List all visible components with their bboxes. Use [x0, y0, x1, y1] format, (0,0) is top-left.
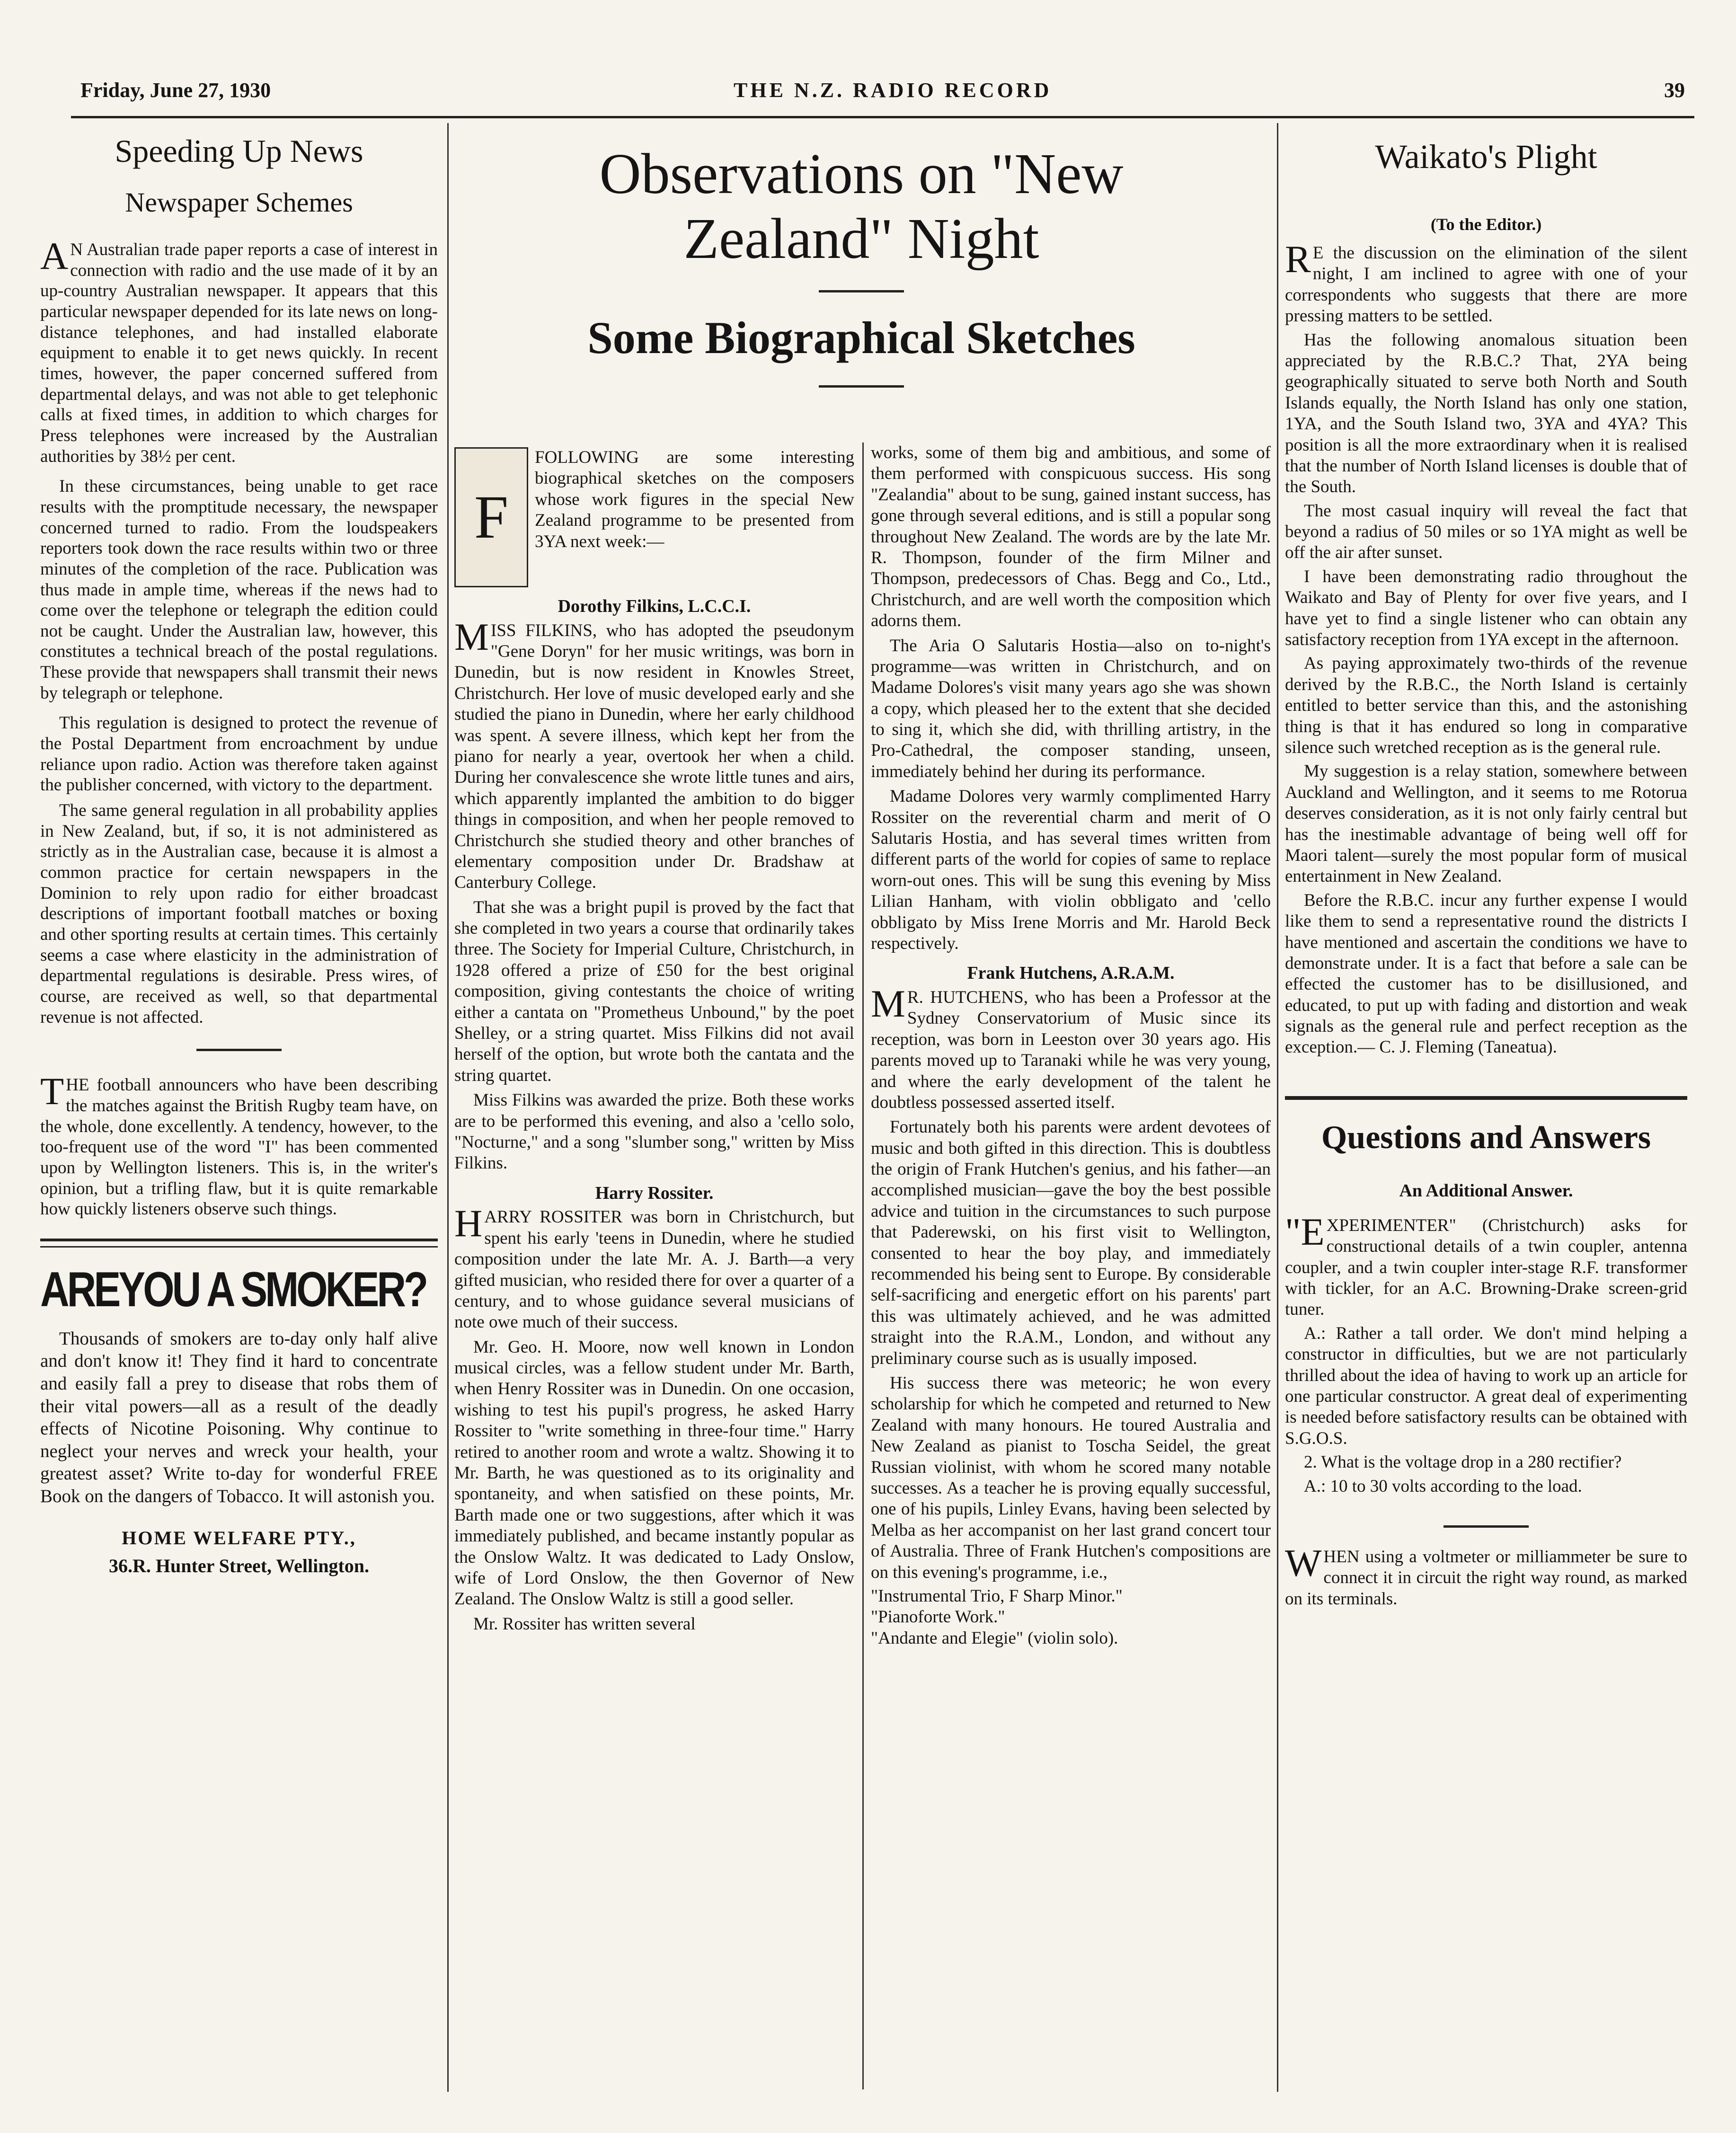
article-title: Speeding Up News	[115, 133, 363, 169]
letter-paragraph: Has the following anomalous situation been appreciated by the R.B.C.? That, 2YA being geographically situated to serve both North and South Islands equally, the North Island has only one station, 1YA, and the South Island two, 3YA and 4YA? This position is all the more extraordinary when it is realised that the number of North Island licenses is double that of the South.	[1285, 330, 1687, 497]
article-paragraph: That she was a bright pupil is proved by the fact that she completed in two years a course that ordinarily takes three. The Society for Imperial Culture, Christchurch, in 1928 offered a prize of £50 for the best original composition, giving contestants the choice of writing either a cantata on "Prometheus Unbound," by the poet Shelley, or a string quartet. Miss Filkins did not avail herself of the option, but wrote both the cantata and the string quartet.	[454, 897, 854, 1085]
article-paragraph: Madame Dolores very warmly complimented Harry Rossiter on the reverential charm and merit of O Salutaris Hostia, and has several times written from different parts of the world for copies of same to replace worn-out ones. This will be sung this evening by Miss Lilian Hanham, with violin obbligato and 'cello obbligato by Miss Irene Morris and Mr. Harold Beck respectively.	[871, 787, 1271, 953]
letter-paragraph: The most casual inquiry will reveal the fact that beyond a radius of 50 miles or so 1YA might as well be off the air after sunset.	[1285, 501, 1687, 563]
works-list	[871, 1586, 1271, 1649]
football-paragraph: THE football announcers who have been describing the matches against the British Rugby team have, on the whole, done excellently. A tendency, however, to the too-frequent use of the word "I" has been commented upon by Wellington listeners. This is, in the writer's opinion, but a trifling flaw, but it is quite remarkable how quickly listeners observe such things.	[40, 1070, 438, 1219]
center-column-1	[454, 447, 854, 1635]
article-paragraph: AN Australian trade paper reports a case of interest in connection with radio and the use made of it by an up-country Australian newspaper. It appears that this particular newspaper depended for its late news on long-distance telephones, and had installed elaborate equipment to enable it to get news quickly. In recent times, however, the paper concerned suffered from departmental delays, and was not able to get telephonic calls at fixed times, in addition to which charges for Press telephones were increased by the Australian authorities by 38½ per cent.	[40, 234, 438, 466]
ad-address: 36.R. Hunter Street, Wellington.	[109, 1555, 369, 1576]
left-column	[40, 133, 438, 1577]
column-divider	[1277, 123, 1278, 2092]
center-heading	[454, 142, 1268, 388]
main-subtitle: Some Biographical Sketches	[587, 312, 1135, 363]
section-divider	[1444, 1525, 1529, 1528]
to-the-editor: (To the Editor.)	[1430, 215, 1542, 234]
tip-paragraph: WHEN using a voltmeter or milliammeter be sure to connect it in circuit the right way round, as marked on its terminals.	[1285, 1541, 1687, 1609]
title-divider	[819, 290, 904, 292]
main-title-line: Observations on "New	[599, 142, 1124, 206]
article-paragraph: works, some of them big and ambitious, and some of them performed with conspicuous success. His song "Zealandia" about to be sung, gained instant success, has gone through several editions, and is still a popular song throughout New Zealand. The words are by the late Mr. R. Thompson, founder of the firm Milner and Thompson, predecessors of Chas. Begg and Co., Ltd., Christchurch, and are well worth the composition which adorns them.	[871, 443, 1271, 631]
section-divider	[196, 1049, 282, 1051]
qa-paragraph: A.: Rather a tall order. We don't mind helping a constructor in difficulties, but we are not particularly thrilled about the idea of having to work up an article for one particular constructor. A great deal of experimenting is needed before satisfactory results can be obtained with S.G.O.S.	[1285, 1323, 1687, 1448]
article-paragraph: His success there was meteoric; he won every scholarship for which he competed and returned to New Zealand with many honours. He toured Australia and New Zealand as pianist to Toscha Seidel, the great Russian violinist, with whom he scored many notable successes. As a teacher he is proving equally successful, one of his pupils, Linley Evans, having been selected by Melba as her accompanist on her last grand concert tour of Australia. Three of Frank Hutchen's compositions are on this evening's programme, i.e.,	[871, 1373, 1271, 1582]
section-rule	[1285, 1096, 1687, 1100]
publication-title: THE N.Z. RADIO RECORD	[734, 79, 1052, 102]
column-divider	[862, 443, 864, 2089]
page-header	[71, 78, 1694, 111]
article-paragraph: The Aria O Salutaris Hostia—also on to-night's programme—was written in Christchurch, and on Madame Dolores's visit many years ago she was shown a copy, which pleased her to the extent that she decided to sing it, which she did, with thrilling artistry, in the Pro-Cathedral, the composer standing, unseen, immediately behind her during its performance.	[871, 636, 1271, 781]
article-paragraph: In these circumstances, being unable to get race results with the promptitude necessary, the newspaper concerned turned to radio. From the loudspeakers reporters took down the race results within two or three minutes of the completion of the race. Publication was thus made in ample time, whereas if the news had to come over the telephone or telegraph the edition could not be caught. Under the Australian law, however, this constitutes a technical breach of the postal regulations. These provide that newspapers shall transmit their news by telegraph or telephone.	[40, 477, 438, 703]
header-rule	[71, 116, 1694, 118]
works-item: "Pianoforte Work."	[871, 1607, 1005, 1627]
intro-paragraph: FOLLOWING are some interesting biographical sketches on the composers whose work figures in the special New Zealand programme to be presented from 3YA next week:—	[535, 448, 854, 551]
page-number: 39	[1664, 79, 1685, 102]
article-paragraph: The same general regulation in all probability applies in New Zealand, but, if so, it is not administered as strictly as in the Australian case, because it is almost a common practice for certain newspapers in the Dominion to rely upon radio for either broadcast descriptions of important football matches or boxing and other sporting results at certain times. This certainly seems a case where elasticity in the administration of departmental regulations is desirable. Press wires, of course, are received as well, so that departmental revenue is not affected.	[40, 801, 438, 1027]
article-paragraph: Mr. Rossiter has written several	[473, 1614, 696, 1634]
works-item: "Andante and Elegie" (violin solo).	[871, 1628, 1118, 1648]
column-divider	[447, 123, 449, 2092]
right-column	[1285, 137, 1687, 1610]
article-title: Waikato's Plight	[1375, 138, 1597, 176]
qa-title: Questions and Answers	[1321, 1119, 1651, 1156]
letter-paragraph: I have been demonstrating radio throughout the Waikato and Bay of Plenty for over five years, and I have yet to find a single listener who can obtain any satisfactory reception from 1YA except in the afternoon.	[1285, 566, 1687, 650]
ad-rule	[40, 1239, 438, 1248]
ad-body: Thousands of smokers are to-day only half alive and don't know it! They find it hard to concentrate and easily fall a prey to disease that robs them of their vital powers—all as a result of the deadly effects of Nicotine Poisoning. Why continue to neglect your nerves and wreck your health, your greatest asset? Write to-day for wonderful FREE Book on the dangers of Tobacco. It will astonish you.	[40, 1328, 438, 1506]
letter-paragraph: As paying approximately two-thirds of the revenue derived by the R.B.C., the North Island is certainly entitled to better service than this, and the astonishing thing is that it has endured so long in comparative silence such wretched reception as is the general rule.	[1285, 654, 1687, 757]
article-paragraph: MISS FILKINS, who has adopted the pseudonym "Gene Doryn" for her music writings, was born in Dunedin, but is now resident in Knowles Street, Christchurch. Her love of music developed early and she studied the piano in Dunedin, where her early childhood was spent. A severe illness, which kept her from the piano for nearly a year, overtook her when a child. During her convalescence she wrote little tunes and airs, which apparently implanted the ambition to do bigger things in composition, and when her people removed to Christchurch she studied theory and other branches of elementary composition under Dr. Bradshaw at Canterbury College.	[454, 615, 854, 893]
works-item: "Instrumental Trio, F Sharp Minor."	[871, 1586, 1123, 1606]
article-paragraph: Fortunately both his parents were ardent devotees of music and both gifted in this direction. This is doubtless the origin of Frank Hutchen's genius, and his father—an accomplished musician—gave the boy the best possible advice and tuition in the circumstances to such purpose that Paderewski, on his first visit to Wellington, consented to hear the boy play, and immediately recommended his being sent to Europe. By considerable self-sacrificing and energetic effort on his parents' part this was ultimately achieved, and he was admitted straight into the R.A.M., London, and without any preliminary course such as is usually imposed.	[871, 1117, 1271, 1368]
article-paragraph: Miss Filkins was awarded the prize. Both these works are to be performed this evening, and also a 'cello solo, "Nocturne," and a song "slumber song," written by Miss Filkins.	[454, 1090, 854, 1173]
letter-paragraph: RE the discussion on the elimination of the silent night, I am inclined to agree with one of your correspondents who suggests that there are more pressing matters to be settled.	[1285, 238, 1687, 326]
article-paragraph: Mr. Geo. H. Moore, now well known in London musical circles, was a fellow student under Mr. Barth, when Henry Rossiter was in Dunedin. On one occasion, wishing to test his pupil's progress, he asked Harry Rossiter to "write something in three-four time." Harry retired to another room and wrote a waltz. Showing it to Mr. Barth, he was questioned as to its originality and spontaneity, and when satisfied on these points, Mr. Barth made one or two suggestions, after which it was immediately published, and became instantly popular as the Onslow Waltz. It was dedicated to Lady Onslow, wife of Lord Onslow, the then Governor of New Zealand. The Onslow Waltz is still a good seller.	[454, 1337, 854, 1609]
qa-paragraph: A.: 10 to 30 volts according to the load.	[1304, 1476, 1582, 1496]
issue-date: Friday, June 27, 1930	[80, 79, 271, 102]
letter-paragraph: My suggestion is a relay station, somewhere between Auckland and Wellington, and it seems to me Rotorua deserves consideration, as it is not only fairly central but has the inestimable advantage of being well off for Maori talent—surely the most popular form of musical entertainment in New Zealand.	[1285, 761, 1687, 886]
section-heading: Frank Hutchens, A.R.A.M.	[967, 963, 1175, 983]
qa-paragraph: 2. What is the voltage drop in a 280 rectifier?	[1304, 1452, 1622, 1472]
main-title-line: Zealand" Night	[683, 206, 1039, 271]
article-subtitle: Newspaper Schemes	[125, 187, 353, 218]
letter-paragraph: Before the R.B.C. incur any further expense I would like them to send a representative round the districts I have mentioned and ascertain the conditions we have to demonstrate under. It is a fact that before a sale can be effected the customer has to be disillusioned, and educated, to put up with fading and distortion and weak signals as the general rule and perfect reception as the exception.— C. J. Fleming (Taneatua).	[1285, 890, 1687, 1057]
qa-paragraph: "EXPERIMENTER" (Christchurch) asks for constructional details of a twin coupler, antenna coupler, and a twin coupler inter-stage R.F. transformer with tickler, for an A.C. Browning-Drake screen-grid tuner.	[1285, 1210, 1687, 1319]
ad-company: HOME WELFARE PTY.,	[122, 1527, 356, 1549]
ornamental-initial-f: F	[454, 447, 528, 587]
section-heading: Harry Rossiter.	[595, 1183, 714, 1203]
qa-subtitle: An Additional Answer.	[1399, 1180, 1573, 1201]
article-paragraph: HARRY ROSSITER was born in Christchurch, but spent his early 'teens in Dunedin, where he studied composition under the late Mr. A. J. Barth—a very gifted musician, who resided there for over a quarter of a century, and to whose guidance several musicians of note owe much of their success.	[454, 1202, 854, 1332]
center-column-2	[871, 443, 1271, 1649]
article-paragraph: MR. HUTCHENS, who has been a Professor at the Sydney Conservatorium of Music since its reception, was born in Leeston over 30 years ago. His parents moved up to Taranaki while he was very young, and where the early development of the talent he doubtless possessed asserted itself.	[871, 982, 1271, 1112]
ad-headline: AREYOU A SMOKER?	[40, 1262, 426, 1317]
subtitle-divider	[819, 385, 904, 388]
article-paragraph: This regulation is designed to protect the revenue of the Postal Department from encroachment by undue reliance upon radio. Action was therefore taken against the publisher concerned, with victory to the department.	[40, 713, 438, 795]
section-heading: Dorothy Filkins, L.C.C.I.	[558, 596, 751, 616]
